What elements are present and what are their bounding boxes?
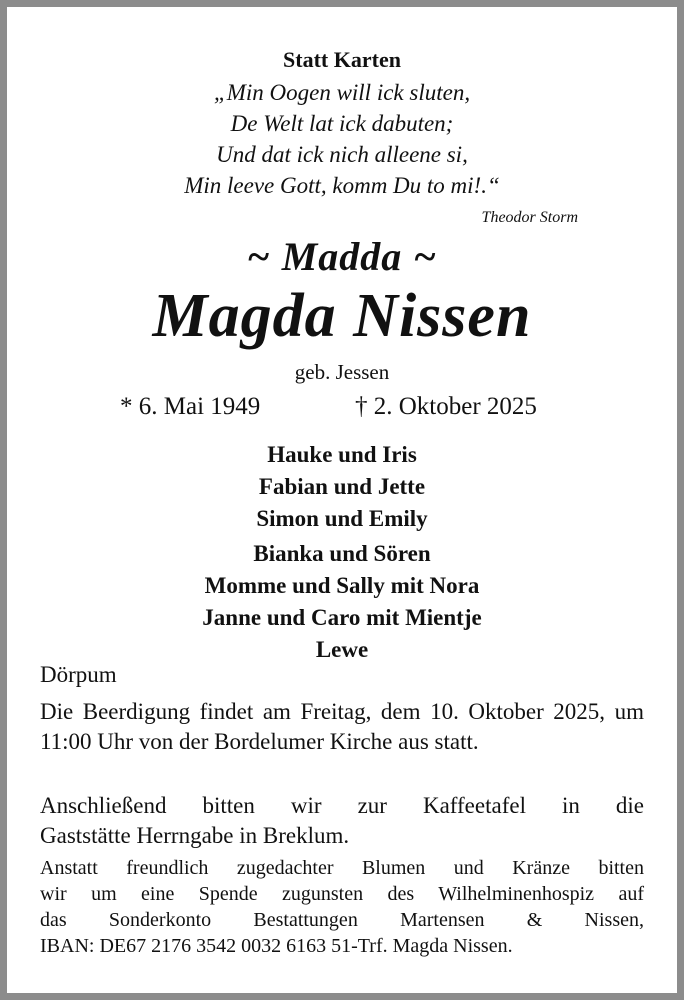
birth-date: * 6. Mai 1949 <box>120 393 261 420</box>
mourner-line: Bianka und Sören <box>253 541 431 566</box>
place-name: Dörpum <box>40 662 117 687</box>
life-dates <box>7 393 677 427</box>
poem-line: Und dat ick nich alleene si, <box>216 142 468 167</box>
donation-line: IBAN: DE67 2176 3542 0032 6163 51-Trf. Magda Nissen. <box>40 935 513 957</box>
mourner-line: Janne und Caro mit Mientje <box>202 605 482 630</box>
coffee-info-line: Gaststätte Herrngabe in Breklum. <box>40 823 350 848</box>
death-date: † 2. Oktober 2025 <box>355 393 537 420</box>
nickname: ~ Madda ~ <box>246 234 438 279</box>
mourner-line: Fabian und Jette <box>258 474 426 499</box>
poem-line: De Welt lat ick dabuten; <box>230 111 454 136</box>
coffee-info <box>40 791 644 851</box>
mourner-line: Hauke und Iris <box>267 442 417 467</box>
donation-line: das Sonderkonto Bestattungen Martensen & Nissen, <box>40 909 644 931</box>
donation-line: wir um eine Spende zugunsten des Wilhelminenhospiz auf <box>40 883 644 905</box>
mourners-group-2 <box>7 538 677 666</box>
poem-line: Min leeve Gott, komm Du to mi!.“ <box>184 173 500 198</box>
poem-author: Theodor Storm <box>481 209 578 226</box>
notice-header: Statt Karten <box>283 47 401 72</box>
poem <box>7 77 677 201</box>
obituary-notice <box>7 7 677 993</box>
mourner-line: Simon und Emily <box>256 506 428 531</box>
donation-info <box>40 855 644 959</box>
mourner-line: Momme und Sally mit Nora <box>204 573 480 598</box>
deceased-name: Magda Nissen <box>152 282 532 350</box>
mourner-line: Lewe <box>315 637 369 662</box>
mourners-group-1 <box>7 439 677 535</box>
maiden-name: geb. Jessen <box>294 360 390 384</box>
coffee-info-line: Anschließend bitten wir zur Kaffeetafel in die <box>40 793 644 818</box>
funeral-info: Die Beerdigung findet am Freitag, dem 10. Oktober 2025, um 11:00 Uhr von der Bordelumer Kirche aus statt. <box>40 699 644 754</box>
donation-line: Anstatt freundlich zugedachter Blumen und Kränze bitten <box>40 857 644 879</box>
poem-line: „Min Oogen will ick sluten, <box>213 80 471 105</box>
